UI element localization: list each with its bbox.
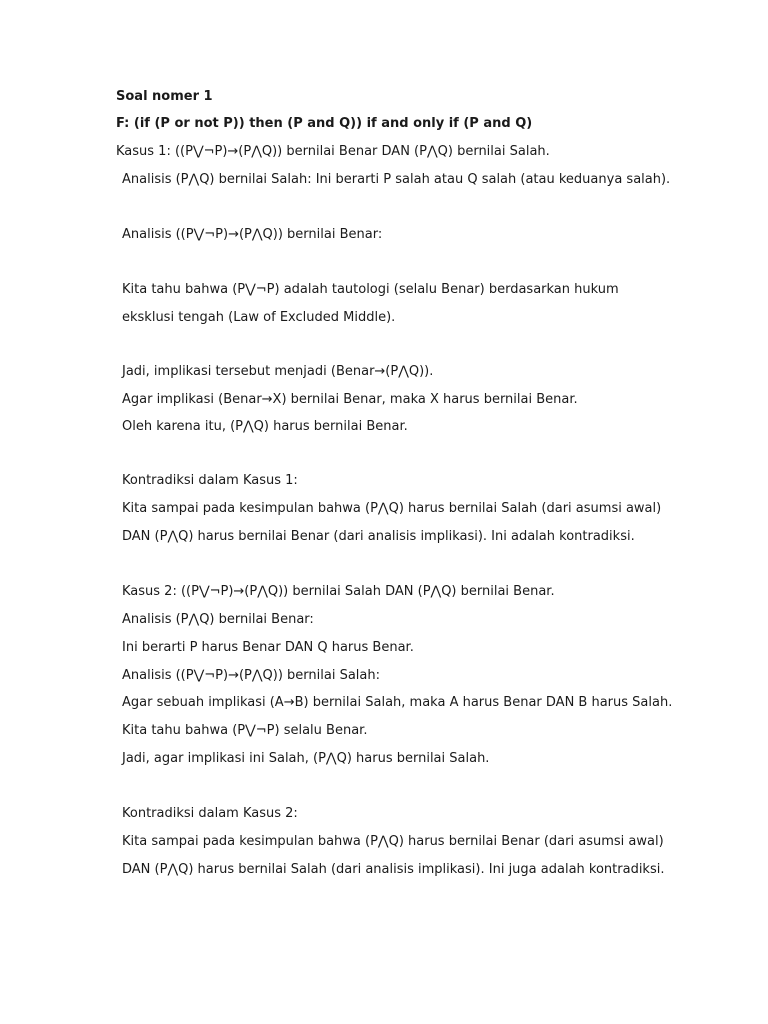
case-1-analysis-false: Analisis (P⋀Q) bernilai Salah: Ini berarti P salah atau Q salah (atau keduanya salah). xyxy=(122,172,671,187)
contradiction-2-line-1: Kita sampai pada kesimpulan bahwa (P⋀Q) harus bernilai Benar (dari asumsi awal) xyxy=(122,834,664,849)
implication-line-3: Oleh karena itu, (P⋀Q) harus bernilai Benar. xyxy=(122,419,408,434)
case-2-analysis-false: Analisis ((P⋁¬P)→(P⋀Q)) bernilai Salah: xyxy=(122,668,380,683)
case-2-tautology: Kita tahu bahwa (P⋁¬P) selalu Benar. xyxy=(122,723,368,738)
case-1-statement: Kasus 1: ((P⋁¬P)→(P⋀Q)) bernilai Benar DAN (P⋀Q) bernilai Salah. xyxy=(116,144,550,159)
contradiction-1-heading: Kontradiksi dalam Kasus 1: xyxy=(122,473,298,488)
contradiction-1-line-1: Kita sampai pada kesimpulan bahwa (P⋀Q) harus bernilai Salah (dari asumsi awal) xyxy=(122,501,662,516)
contradiction-2-heading: Kontradiksi dalam Kasus 2: xyxy=(122,806,298,821)
case-2-statement: Kasus 2: ((P⋁¬P)→(P⋀Q)) bernilai Salah DAN (P⋀Q) bernilai Benar. xyxy=(122,584,555,599)
contradiction-2-line-2: DAN (P⋀Q) harus bernilai Salah (dari analisis implikasi). Ini juga adalah kontradiksi. xyxy=(122,862,665,877)
case-2-implication-rule: Agar sebuah implikasi (A→B) bernilai Salah, maka A harus Benar DAN B harus Salah. xyxy=(122,695,673,710)
case-2-analysis-true-detail: Ini berarti P harus Benar DAN Q harus Benar. xyxy=(122,640,414,655)
formula-line: F: (if (P or not P)) then (P and Q)) if and only if (P and Q) xyxy=(116,116,533,131)
tautology-line-1: Kita tahu bahwa (P⋁¬P) adalah tautologi (selalu Benar) berdasarkan hukum xyxy=(122,282,619,297)
document-heading: Soal nomer 1 xyxy=(116,89,213,104)
case-2-conclusion: Jadi, agar implikasi ini Salah, (P⋀Q) harus bernilai Salah. xyxy=(122,751,490,766)
case-1-analysis-true-heading: Analisis ((P⋁¬P)→(P⋀Q)) bernilai Benar: xyxy=(122,227,383,242)
contradiction-1-line-2: DAN (P⋀Q) harus bernilai Benar (dari analisis implikasi). Ini adalah kontradiksi. xyxy=(122,529,635,544)
implication-line-1: Jadi, implikasi tersebut menjadi (Benar→(P⋀Q)). xyxy=(122,364,434,379)
tautology-line-2: eksklusi tengah (Law of Excluded Middle). xyxy=(122,310,396,325)
implication-line-2: Agar implikasi (Benar→X) bernilai Benar, maka X harus bernilai Benar. xyxy=(122,392,578,407)
case-2-analysis-true: Analisis (P⋀Q) bernilai Benar: xyxy=(122,612,314,627)
